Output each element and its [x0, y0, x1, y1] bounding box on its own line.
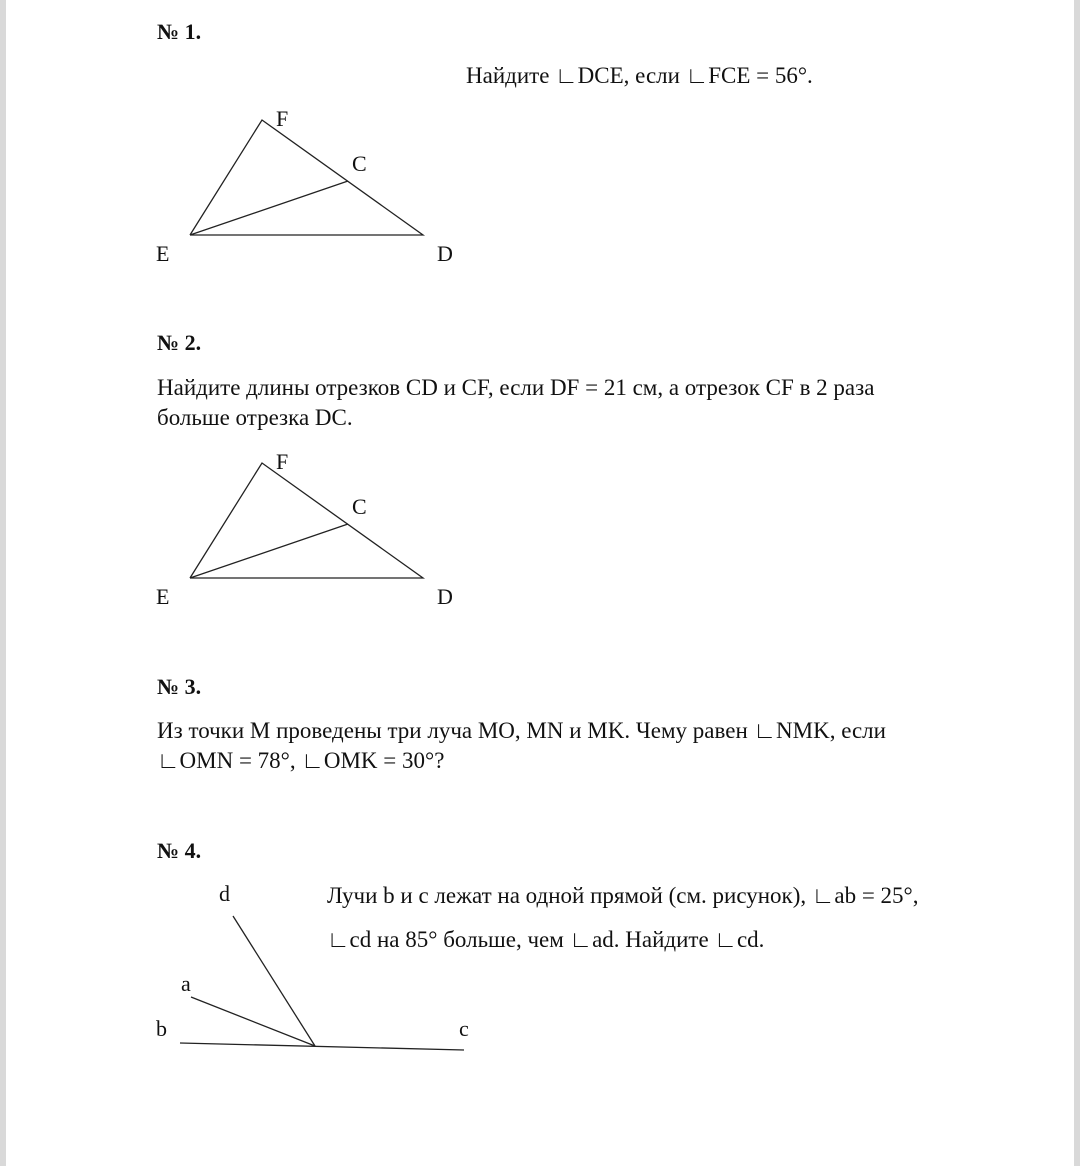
p2-label-d: D: [437, 584, 453, 609]
problem-3-text-line1: Из точки M проведены три луча MO, MN и MK. Чему равен ∟NMK, если: [157, 718, 886, 743]
p1-label-c: C: [352, 151, 367, 176]
p1-label-e: E: [156, 241, 170, 266]
p4-label-a: a: [181, 971, 191, 996]
problem-4-number: № 4.: [157, 838, 202, 863]
p4-label-b: b: [156, 1016, 167, 1041]
problem-1-number: № 1.: [157, 19, 202, 44]
problem-3-text-line2: ∟OMN = 78°, ∟OMK = 30°?: [157, 748, 445, 773]
line-bc: [180, 1043, 464, 1050]
problem-2-text-line1: Найдите длины отрезков CD и CF, если DF = 21 см, а отрезок CF в 2 раза: [157, 375, 875, 400]
p4-label-c: c: [459, 1016, 469, 1041]
problem-2-number: № 2.: [157, 330, 202, 355]
p2-label-e: E: [156, 584, 170, 609]
problem-2-text-line2: больше отрезка DC.: [157, 405, 353, 430]
p1-label-f: F: [276, 106, 289, 131]
problem-1-text: Найдите ∟DCE, если ∟FCE = 56°.: [466, 63, 813, 88]
ray-a: [191, 997, 315, 1046]
p1-label-d: D: [437, 241, 453, 266]
problem-4-text-line1: Лучи b и с лежат на одной прямой (см. рисунок), ∟ab = 25°,: [327, 883, 919, 908]
p4-label-d: d: [219, 881, 230, 906]
problem-4-text-line2: ∟cd на 85° больше, чем ∟ad. Найдите ∟cd.: [327, 927, 765, 952]
p2-label-f: F: [276, 449, 289, 474]
p2-label-c: C: [352, 494, 367, 519]
ray-d: [233, 916, 315, 1046]
problem-3-number: № 3.: [157, 674, 202, 699]
